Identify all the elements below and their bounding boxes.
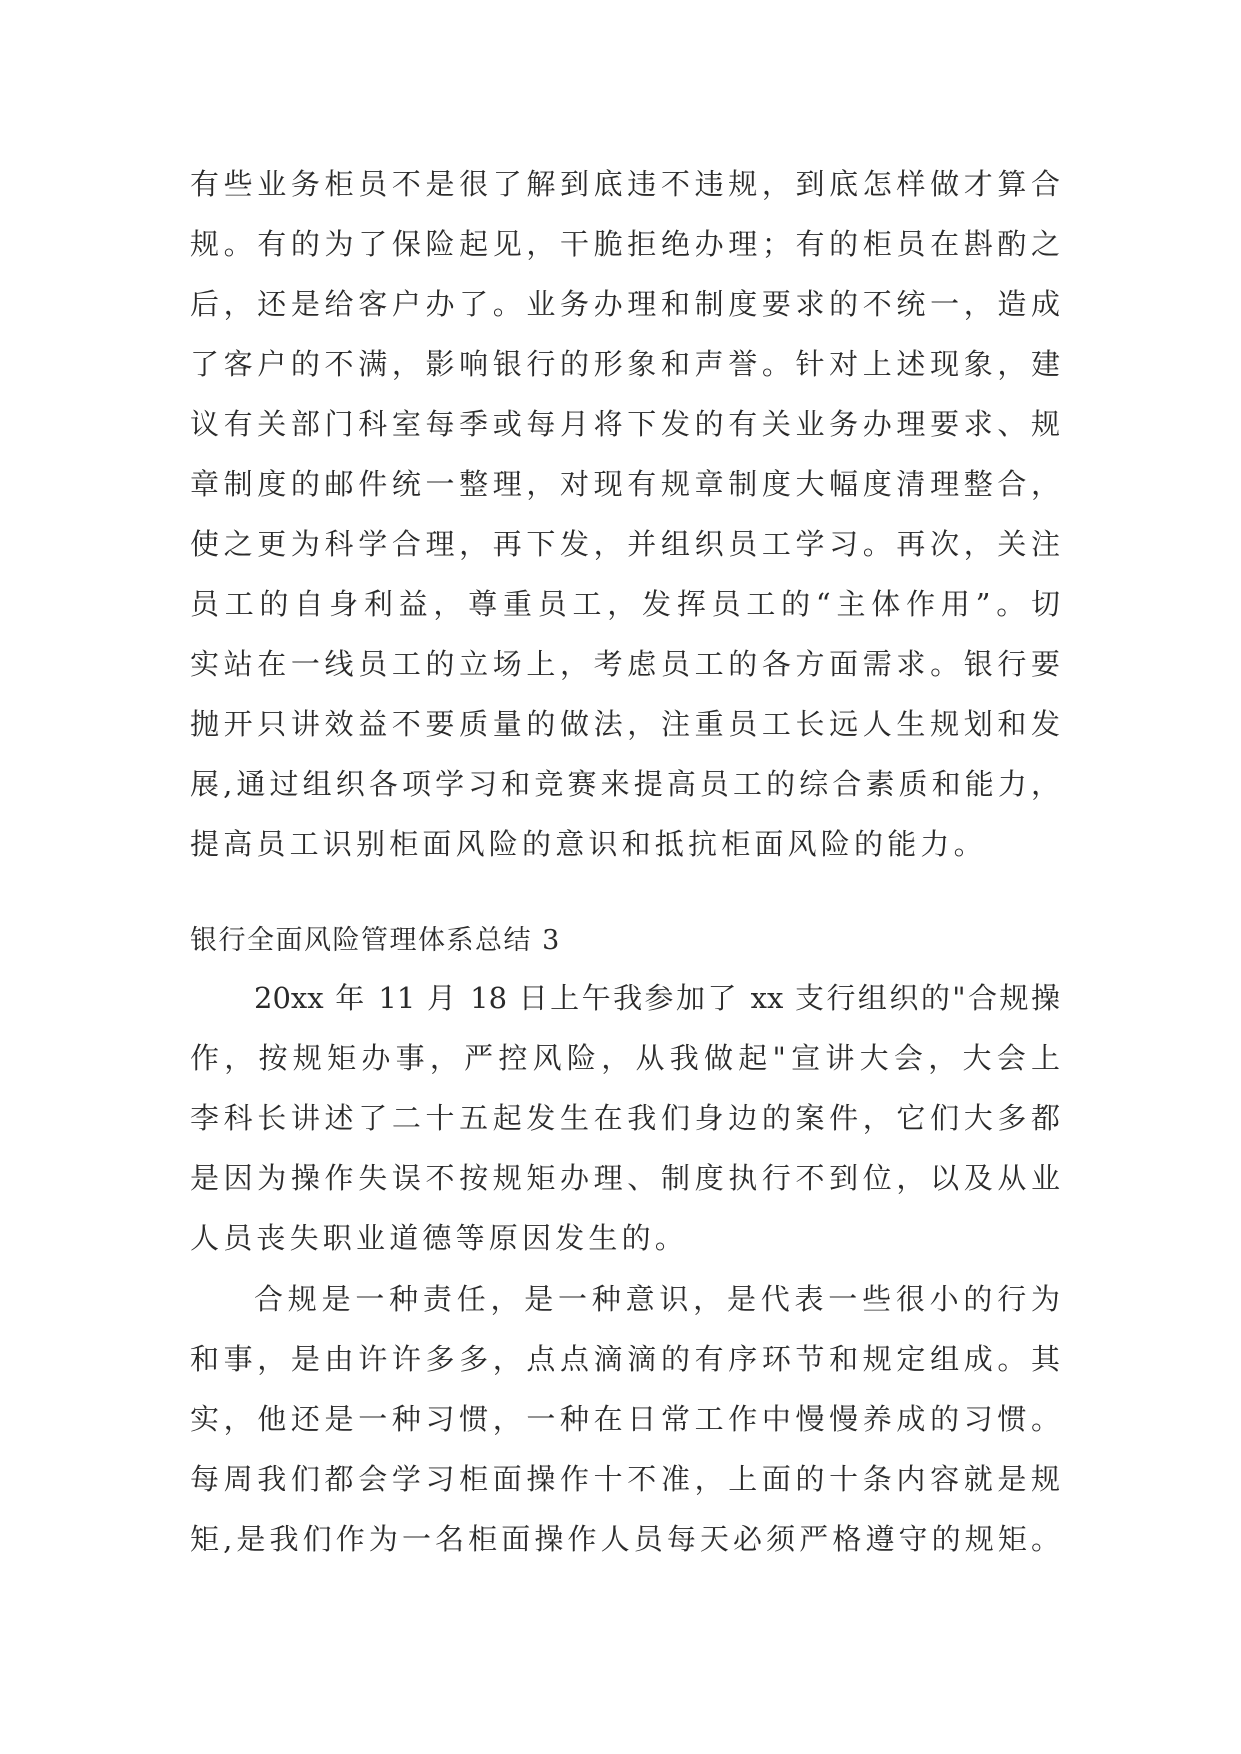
text-line: 了客户的不满，影响银行的形象和声誉。针对上述现象，建 [190,347,1060,381]
text-line: 使之更为科学合理，再下发，并组织员工学习。再次，关注 [190,527,1060,561]
text-line: 提高员工识别柜面风险的意识和抵抗柜面风险的能力。 [190,827,987,861]
paragraph-body-2 [190,968,1060,1268]
section-heading: 银行全面风险管理体系总结 3 [190,925,561,956]
text-line: 每周我们都会学习柜面操作十不准，上面的十条内容就是规 [190,1462,1060,1496]
text-line: 展,通过组织各项学习和竞赛来提高员工的综合素质和能力， [190,767,1060,801]
text-line: 实，他还是一种习惯，一种在日常工作中慢慢养成的习惯。 [190,1402,1060,1436]
text-line: 作，按规矩办事，严控风险，从我做起"宣讲大会，大会上 [190,1041,1060,1075]
text-line: 人员丧失职业道德等原因发生的。 [190,1221,689,1255]
text-line: 20xx 年 11 月 18 日上午我参加了 xx 支行组织的"合规操 [254,981,1060,1015]
text-line: 合规是一种责任，是一种意识，是代表一些很小的行为 [254,1282,1060,1316]
paragraph-body-1 [190,154,1060,874]
text-line: 实站在一线员工的立场上，考虑员工的各方面需求。银行要 [190,647,1060,681]
paragraph-body-3 [190,1269,1060,1569]
text-line: 员工的自身利益，尊重员工，发挥员工的“主体作用”。切 [190,587,1060,621]
text-line: 是因为操作失误不按规矩办理、制度执行不到位，以及从业 [190,1161,1060,1195]
text-line: 抛开只讲效益不要质量的做法，注重员工长远人生规划和发 [190,707,1060,741]
text-line: 李科长讲述了二十五起发生在我们身边的案件，它们大多都 [190,1101,1060,1135]
text-line: 规。有的为了保险起见，干脆拒绝办理；有的柜员在斟酌之 [190,227,1060,261]
text-line: 和事，是由许许多多，点点滴滴的有序环节和规定组成。其 [190,1342,1060,1376]
text-line: 后，还是给客户办了。业务办理和制度要求的不统一，造成 [190,287,1060,321]
text-line: 章制度的邮件统一整理，对现有规章制度大幅度清理整合， [190,467,1060,501]
text-line: 矩,是我们作为一名柜面操作人员每天必须严格遵守的规矩。 [190,1522,1060,1556]
text-line: 议有关部门科室每季或每月将下发的有关业务办理要求、规 [190,407,1060,441]
text-line: 有些业务柜员不是很了解到底违不违规，到底怎样做才算合 [190,167,1060,201]
